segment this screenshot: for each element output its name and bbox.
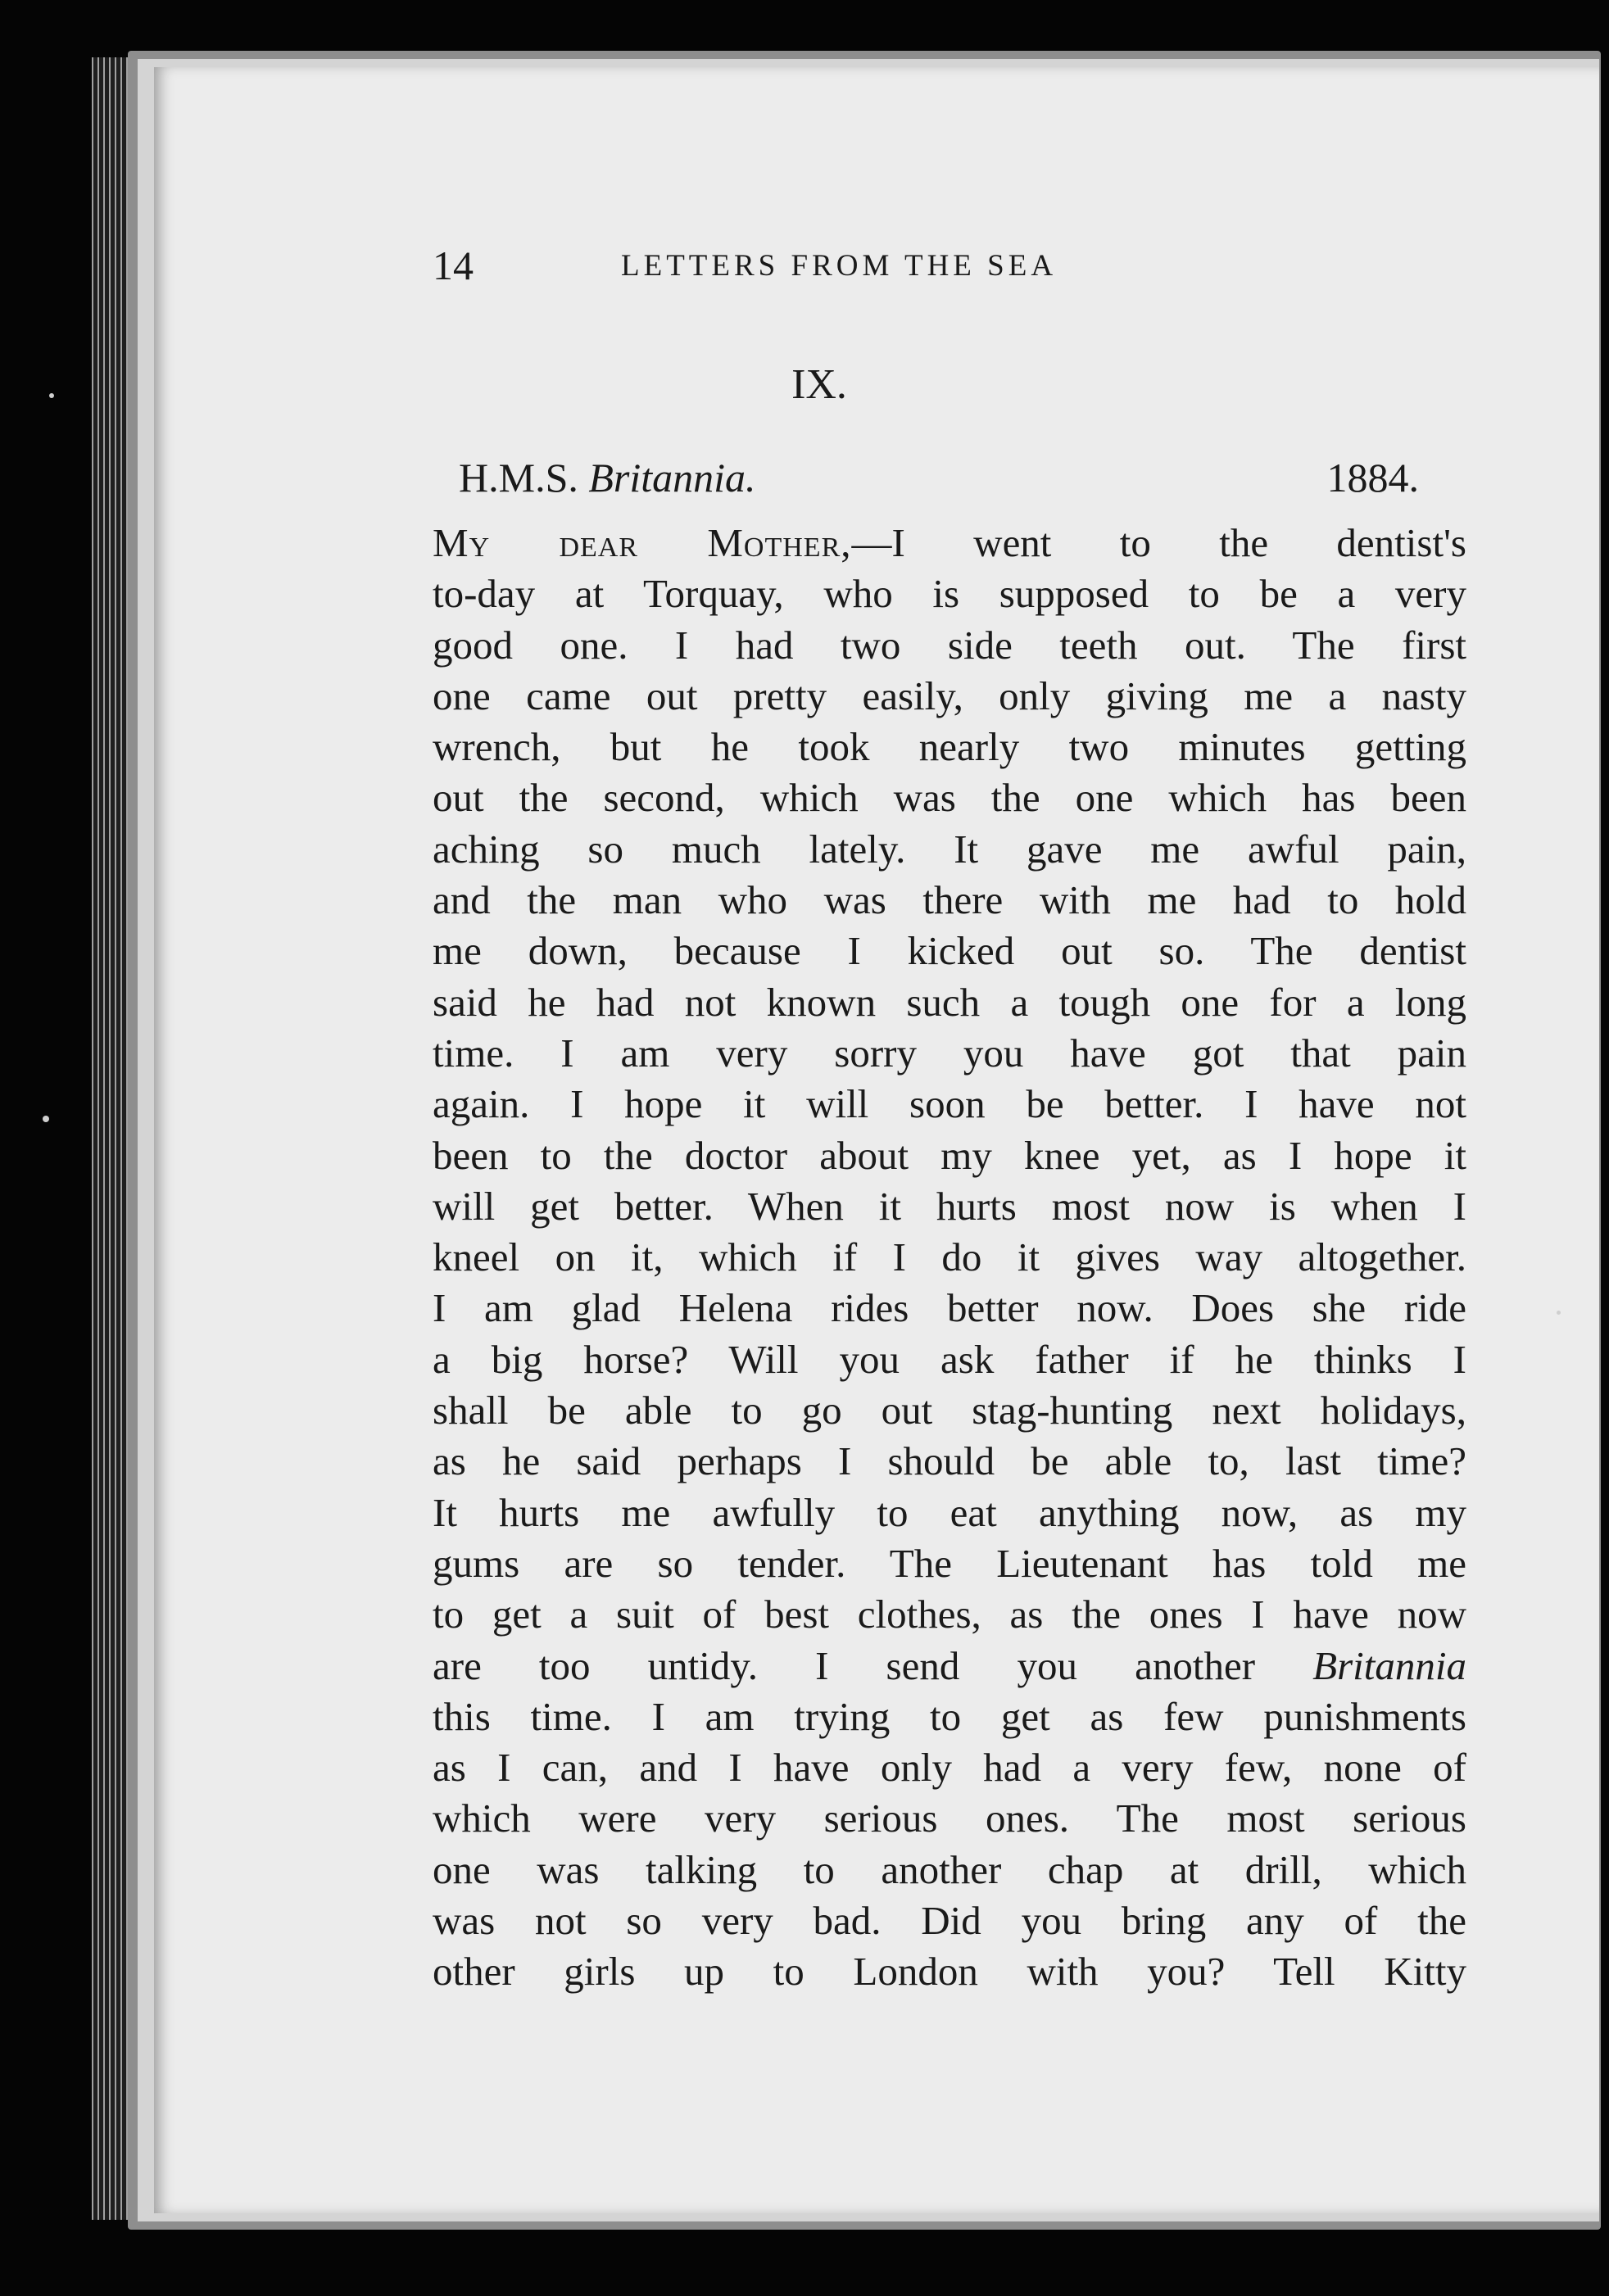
body-line-text: —I went to the dentist's: [851, 520, 1466, 565]
body-line: again. I hope it will soon be better. I have not: [433, 1081, 1466, 1127]
dust-speck: [1557, 1311, 1561, 1315]
body-line: [433, 518, 1466, 568]
body-line: and the man who was there with me had to hold: [433, 877, 1466, 923]
body-line: out the second, which was the one which has been: [433, 775, 1466, 821]
body-line: wrench, but he took nearly two minutes getting: [433, 724, 1466, 770]
body-line: was not so very bad. Did you bring any of the: [433, 1898, 1466, 1944]
chapter-heading: IX.: [791, 361, 847, 408]
body-line: one came out pretty easily, only giving me a nasty: [433, 672, 1466, 718]
body-line: been to the doctor about my knee yet, as I hope it: [433, 1132, 1466, 1178]
body-line: a big horse? Will you ask father if he thinks I: [433, 1336, 1466, 1382]
body-line: kneel on it, which if I do it gives way altogether.: [433, 1234, 1466, 1280]
body-line: to-day at Torquay, who is supposed to be a very: [433, 571, 1466, 617]
body-line: It hurts me awfully to eat anything now, as my: [433, 1489, 1466, 1535]
page-header: [433, 241, 1466, 290]
body-line: as he said perhaps I should be able to, last time?: [433, 1438, 1466, 1484]
italic-britannia: Britannia: [1312, 1642, 1466, 1688]
body-line-text: are too untidy. I send you another: [433, 1642, 1313, 1688]
body-line: to get a suit of best clothes, as the ones I have now: [433, 1592, 1466, 1637]
body-line: other girls up to London with you? Tell Kitty: [433, 1949, 1466, 1995]
body-line: one was talking to another chap at drill, which: [433, 1846, 1466, 1892]
running-head: LETTERS FROM THE SEA: [621, 249, 1058, 283]
body-line: as I can, and I have only had a very few, none of: [433, 1745, 1466, 1791]
body-line: me down, because I kicked out so. The dentist: [433, 928, 1466, 974]
body-line: aching so much lately. It gave me awful pain,: [433, 826, 1466, 872]
body-line: which were very serious ones. The most serious: [433, 1796, 1466, 1841]
body-line: [433, 1641, 1466, 1691]
salutation: My dear Mother,: [433, 520, 852, 565]
letter-place: [459, 449, 756, 506]
body-line: time. I am very sorry you have got that pain: [433, 1030, 1466, 1076]
body-line: good one. I had two side teeth out. The first: [433, 622, 1466, 668]
letter-body: [433, 518, 1466, 1998]
body-line: this time. I am trying to get as few punishments: [433, 1693, 1466, 1739]
body-line: shall be able to go out stag-hunting next holidays,: [433, 1388, 1466, 1433]
body-line: said he had not known such a tough one for a long: [433, 979, 1466, 1025]
place-prefix: H.M.S.: [459, 455, 589, 500]
ship-name: Britannia.: [588, 455, 756, 500]
letter-dateline: [459, 449, 1419, 506]
letter-year: 1884.: [1326, 455, 1419, 500]
dust-speck: [43, 1116, 49, 1122]
body-line: gums are so tender. The Lieutenant has told me: [433, 1540, 1466, 1586]
body-line: will get better. When it hurts most now is when I: [433, 1183, 1466, 1229]
body-line: I am glad Helena rides better now. Does she ride: [433, 1285, 1466, 1331]
page-number: 14: [433, 242, 474, 288]
